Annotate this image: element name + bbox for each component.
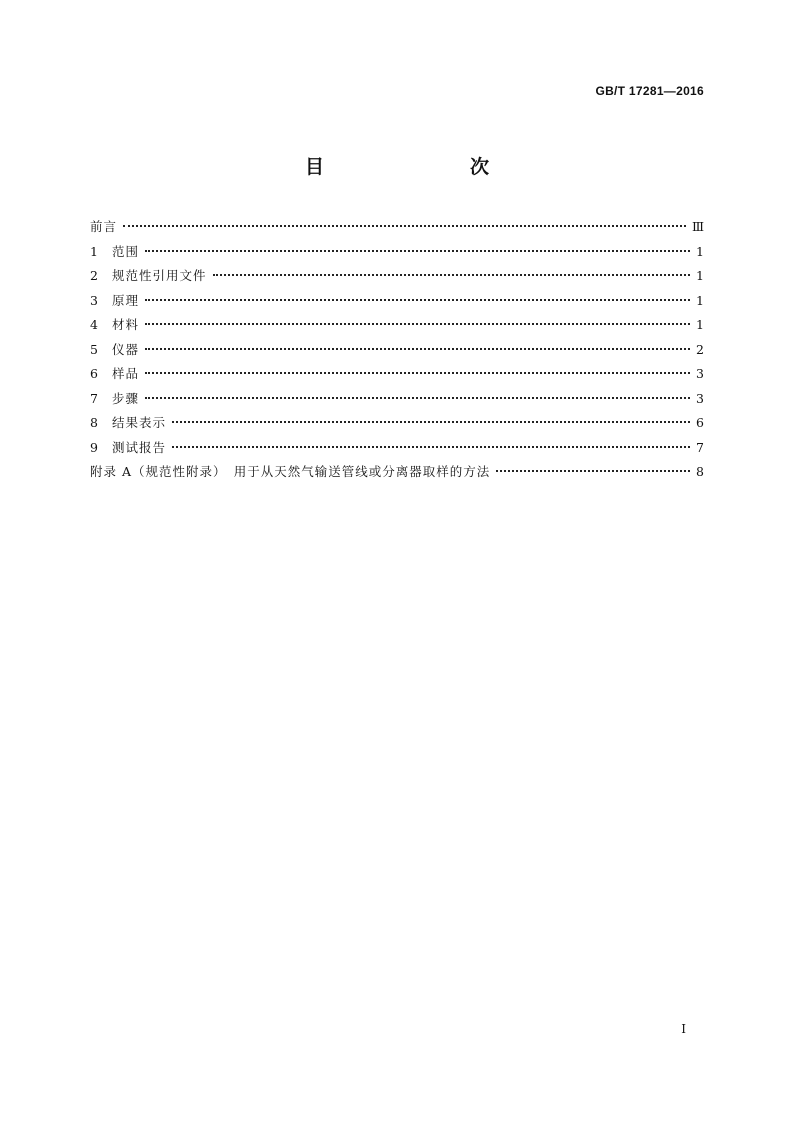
toc-entry-number: 8: [90, 415, 98, 430]
toc-entry-3[interactable]: [90, 292, 704, 317]
dot-leader: [145, 372, 690, 374]
toc-entry-7[interactable]: [90, 390, 704, 415]
toc-entry-number: 7: [90, 390, 98, 406]
dot-leader: [145, 397, 690, 399]
toc-entry-label: 测试报告: [112, 439, 167, 455]
toc-entry-label: 材料: [112, 317, 140, 332]
dot-leader: [172, 446, 690, 448]
dot-leader: [145, 348, 690, 350]
toc-entry-number: 5: [90, 341, 98, 357]
toc-entry-6[interactable]: [90, 365, 704, 390]
toc-entry-number: 4: [90, 317, 98, 332]
toc-entry-label: 样品: [112, 366, 140, 381]
toc-entry-4[interactable]: [90, 316, 704, 341]
toc-entry-page: 1: [696, 317, 704, 332]
toc-entry-page: Ⅲ: [691, 219, 704, 234]
toc-entry-label: 原理: [112, 292, 140, 308]
toc-entry-label: 范围: [112, 243, 140, 259]
toc-entry-label: 规范性引用文件: [112, 268, 207, 283]
toc-entry-5[interactable]: [90, 341, 704, 366]
dot-leader: [123, 225, 686, 227]
dot-leader: [145, 250, 690, 252]
toc-entry-label: 附录 A（规范性附录） 用于从天然气输送管线或分离器取样的方法: [90, 464, 491, 479]
toc-title: 目 次: [304, 156, 525, 178]
toc-entry-label: 步骤: [112, 390, 140, 406]
dot-leader: [213, 274, 690, 276]
toc-entry-number: 1: [90, 243, 98, 259]
toc-entry-page: 1: [696, 243, 704, 259]
toc-entry-page: 6: [696, 415, 704, 430]
toc-entry-label: 仪器: [112, 341, 140, 357]
dot-leader: [145, 323, 690, 325]
toc-entry-label: 前言: [90, 219, 118, 234]
dot-leader: [496, 470, 690, 472]
toc-entry-number: 3: [90, 292, 98, 308]
toc-entry-page: 1: [696, 268, 704, 283]
toc-entry-number: 6: [90, 366, 98, 381]
toc-entry-annex-a[interactable]: [90, 463, 704, 488]
toc-entry-page: 7: [696, 439, 704, 455]
page-number: I: [681, 1022, 686, 1036]
toc-entry-page: 8: [696, 464, 704, 479]
dot-leader: [145, 299, 690, 301]
toc-entry-page: 3: [696, 366, 704, 381]
toc-entry-9[interactable]: [90, 439, 704, 464]
toc-entry-8[interactable]: [90, 414, 704, 439]
toc-entry-number: 2: [90, 268, 98, 283]
toc-entry-number: 9: [90, 439, 98, 455]
toc-entry-1[interactable]: [90, 243, 704, 268]
toc-entry-page: 2: [696, 341, 704, 357]
standard-code: GB/T 17281—2016: [595, 84, 704, 98]
dot-leader: [172, 421, 690, 423]
toc-entry-label: 结果表示: [112, 415, 167, 430]
toc-entry-page: 3: [696, 390, 704, 406]
table-of-contents: [90, 218, 704, 488]
toc-entry-2[interactable]: [90, 267, 704, 292]
toc-entry-foreword[interactable]: [90, 218, 704, 243]
toc-entry-page: 1: [696, 292, 704, 308]
